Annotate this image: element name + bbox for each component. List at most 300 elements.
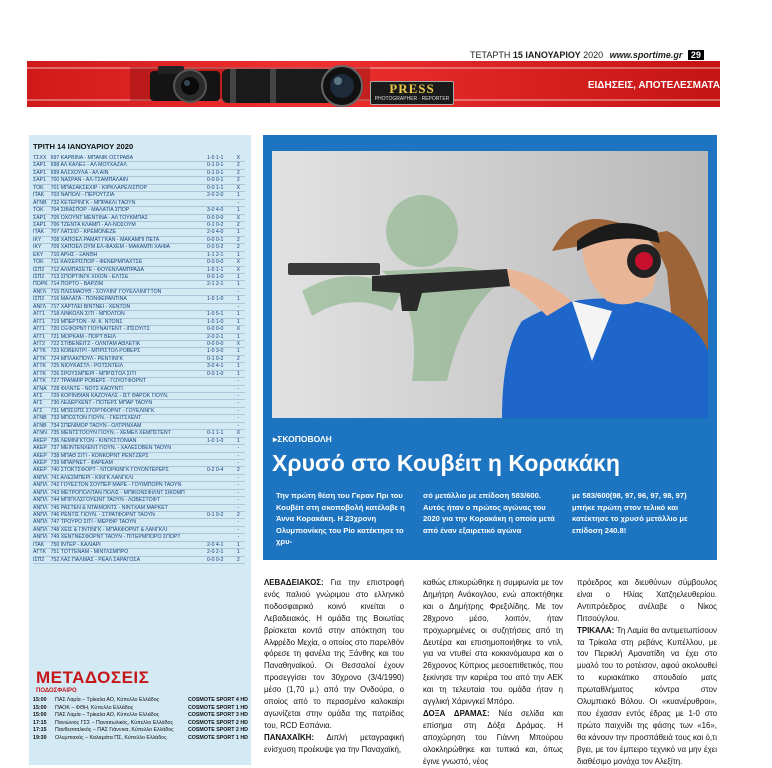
results-cell-score xyxy=(199,415,232,422)
results-row xyxy=(33,497,245,504)
results-cell-score: 1-0 1-0 xyxy=(199,296,232,303)
results-cell-score: 0-0 1-1 xyxy=(199,184,232,191)
results-cell-match: 729 ΚΟΡΙΝΘΙΑΝ ΚΑΖΟΥΑΛΣ - ΙΣΤ ΘΑΡΟΚ ΓΙΟΥΝ. xyxy=(51,393,199,400)
results-cell-code: ΑΚΕΡ xyxy=(33,467,51,474)
results-row xyxy=(33,422,245,429)
results-cell-code: ΣΑΡ1 xyxy=(33,221,51,228)
results-cell-res: 1 xyxy=(232,311,245,318)
transmission-cell-match: ΠΑΣ Λαμία – Τρίκαλα ΑΟ, Κύπελλο Ελλάδος xyxy=(55,712,160,718)
results-cell-res: 1 xyxy=(232,296,245,303)
results-cell-match: 746 ΡΕΝΤΙΣ ΓΙΟΥΝ. - ΣΤΡΑΤΦΟΡΝΤ ΤΑΟΥΝ xyxy=(51,512,199,519)
results-cell-res: - xyxy=(232,452,245,459)
results-cell-score xyxy=(199,407,232,414)
results-cell-match: 708 ΧΑΠΟΕΛ ΡΑΜΑΤ ΓΚΑΝ - ΜΑΚΑΜΠΙ ΠΕΤΑ xyxy=(51,236,199,243)
results-row xyxy=(33,326,245,333)
results-cell-match: 732 ΚΕΤΕΡΙΝΓΚ - ΜΠΡΑΚΛΙ ΤΑΟΥΝ xyxy=(51,199,199,206)
results-cell-res: 1 xyxy=(232,549,245,556)
results-row xyxy=(33,355,245,362)
results-cell-code: ΑΝΠΛ xyxy=(33,519,51,526)
results-cell-score: 2-0 2-1 xyxy=(199,549,232,556)
results-cell-res: 2 xyxy=(232,177,245,184)
results-cell-code: ΣΑΡ1 xyxy=(33,162,51,169)
press-badge-title: PRESS xyxy=(389,81,435,96)
results-cell-res: - xyxy=(232,445,245,452)
transmission-cell-time: 17:15 xyxy=(33,719,47,726)
page-number: 29 xyxy=(688,50,704,60)
results-row xyxy=(33,526,245,533)
results-cell-code: ΑΓΤΚ xyxy=(33,378,51,385)
shooter-photo xyxy=(272,151,708,418)
results-cell-res: 2 xyxy=(232,467,245,474)
results-cell-match: 751 ΤΟΤΤΕΝΑΜ - ΜΙΝΤΛΣΜΠΡΟ xyxy=(51,549,199,556)
results-cell-res: X xyxy=(232,266,245,273)
results-cell-res: X xyxy=(232,184,245,191)
results-row xyxy=(33,407,245,414)
results-cell-code: ΙΣΠ2 xyxy=(33,556,51,563)
results-cell-score: 0-0 0-0 xyxy=(199,259,232,266)
results-cell-match: 700 ΝΑΣΡΑΝ - ΑΛ-ΤΣΑΜΠΑΛΑΙΝ xyxy=(51,177,199,184)
results-cell-code: ΑΓΤΚ xyxy=(33,355,51,362)
results-cell-score: 0-0 1-0 xyxy=(199,274,232,281)
results-cell-score: 0-0 0-0 xyxy=(199,326,232,333)
results-cell-match: 738 ΜΠΑΘ ΣΙΤΙ - ΚΟΝΚΟΡΝΤ ΡΕΝΤΖΕΡΣ xyxy=(51,452,199,459)
transmission-cell-match: ΠΑΟΚ – ΦΘΗ, Κύπελλο Ελλάδος xyxy=(55,704,134,711)
results-cell-match: 709 ΧΑΠΟΕΛ ΟΥΜ ΕΛ-ΦΑΧΕΜ - ΜΑΚΑΜΠΙ ΧΑΙΦΑ xyxy=(51,244,199,251)
article-lead-col2: σό μετάλλιο με επίδοση 583/600. Αυτός ήταν ο πρώτος αγώνας του 2020 για την Κορακάκη η οποία μετά από έναν εξαιρετικό αγώνα xyxy=(423,491,555,535)
news-lead-levadeiakos: ΛΕΒΑΔΕΙΑΚΟΣ: xyxy=(264,578,324,587)
results-cell-code: ΑΚΕΡ xyxy=(33,459,51,466)
transmission-cell-time: 15:00 xyxy=(33,712,47,718)
transmissions-category: ΠΟΔΟΣΦΑΙΡΟ xyxy=(36,688,77,694)
results-cell-code: ΙΤΑΚ xyxy=(33,192,51,199)
results-cell-code: ΑΓΤΚ xyxy=(33,348,51,355)
results-cell-res: - xyxy=(232,393,245,400)
results-row xyxy=(33,512,245,519)
press-badge-sub: PHOTOGRAPHER · REPORTER xyxy=(374,96,450,102)
transmission-cell-match: Ολυμπιακός – Καλαμάτα ΠΣ, Κύπελλο Ελλάδος xyxy=(55,734,167,741)
results-cell-score xyxy=(199,422,232,429)
results-cell-match: 704 ΣΙΒΑΣΠΟΡ - ΜΑΛΑΤΙΑ ΣΠΟΡ xyxy=(51,207,199,214)
results-cell-score: 1-0 3-0 xyxy=(199,348,232,355)
results-cell-res: 1 xyxy=(232,348,245,355)
results-row xyxy=(33,556,245,563)
results-cell-code: ΤΟΚ xyxy=(33,259,51,266)
results-cell-match: 698 ΑΛ ΚΑΛΕΞ - ΑΛ ΜΟΥΧΑΖΑΛ xyxy=(51,162,199,169)
results-cell-match: 706 ΤΖΕΝΤΑ ΚΛΑΜΠ - ΑΛ-ΝΟΣΟΥΜ xyxy=(51,221,199,228)
transmission-row xyxy=(33,720,248,728)
news-text-doxa-cont: πρόεδρος και διευθύνων σύμβουλος είναι ο Ηλίας Χατζηελευθερίου. Αντιπρόεδρος ανέλαβε ο Νίκος Πιτσούγλου. xyxy=(577,578,717,623)
results-cell-code: ΑΓΣ xyxy=(33,407,51,414)
results-cell-code: ΠΟΡΚ xyxy=(33,281,51,288)
results-cell-res: 1 xyxy=(232,281,245,288)
results-cell-score xyxy=(199,519,232,526)
results-cell-match: 701 ΜΠΑΣΑΚΣΕΧΙΡ - ΚΙΡΚΛΑΡΕΛΙΣΠΟΡ xyxy=(51,184,199,191)
section-label: ΕΙΔΗΣΕΙΣ, ΑΠΟΤΕΛΕΣΜΑΤΑ xyxy=(587,80,720,91)
results-cell-match: 733 ΜΠΟΣΤΟΝ ΓΙΟΥΝ. - ΓΚΕΙΤΣΧΕΝΤ xyxy=(51,415,199,422)
results-cell-res: 2 xyxy=(232,169,245,176)
results-cell-match: 711 ΚΑΙΣΕΡΙΣΠΟΡ - ΦΕΝΕΡΜΠΑΧΤΣΕ xyxy=(51,259,199,266)
results-cell-res: 1 xyxy=(232,251,245,258)
results-cell-code: ΑΓΤΚ xyxy=(33,549,51,556)
results-row xyxy=(33,303,245,310)
results-cell-score: 0-0 1-0 xyxy=(199,370,232,377)
results-cell-code: ΑΝΠΛ xyxy=(33,512,51,519)
results-cell-score: 0-0 0-2 xyxy=(199,244,232,251)
results-row xyxy=(33,192,245,199)
results-row xyxy=(33,274,245,281)
results-cell-code: ΑΓΓ1 xyxy=(33,333,51,340)
results-cell-match: 731 ΜΠΙΣΟΠΣ ΣΤΟΡΤΦΟΡΝΤ - ΓΟΥΕΛΙΝΓΚ xyxy=(51,407,199,414)
results-row xyxy=(33,236,245,243)
results-cell-score: 0-0 0-1 xyxy=(199,236,232,243)
results-cell-code: ΑΝΓΛ xyxy=(33,303,51,310)
results-row xyxy=(33,266,245,273)
news-column-3 xyxy=(577,577,717,768)
results-cell-score: 0-1 1-1 xyxy=(199,430,232,437)
results-cell-res: 1 xyxy=(232,192,245,199)
results-cell-res: 1 xyxy=(232,333,245,340)
news-lead-trikala: ΤΡΙΚΑΛΑ: xyxy=(577,625,615,635)
results-cell-code: ΣΑΡ1 xyxy=(33,214,51,221)
results-row xyxy=(33,549,245,556)
results-row xyxy=(33,162,245,169)
results-cell-code: ΑΚΕΡ xyxy=(33,445,51,452)
results-row xyxy=(33,452,245,459)
results-title: ΤΡΙΤΗ 14 ΙΑΝΟΥΑΡΙΟΥ 2020 xyxy=(33,142,134,151)
results-cell-res: - xyxy=(232,526,245,533)
results-cell-code: ΑΓΝΒ xyxy=(33,422,51,429)
results-row xyxy=(33,288,245,295)
results-cell-match: 714 ΠΟΡΤΟ - ΒΑΡΖΙΜ xyxy=(51,281,199,288)
results-cell-score: 2-1 2-1 xyxy=(199,281,232,288)
results-cell-code: ΑΓΤΚ xyxy=(33,363,51,370)
results-cell-match: 721 ΜΟΡΚΑΜ - ΠΟΡΤ ΒΕΪΛ xyxy=(51,333,199,340)
results-cell-score xyxy=(199,482,232,489)
news-text-trikala: Τη Λαμία θα αντιμετωπίσουν τα Τρίκαλα στη ρεβάνς Κυπέλλου, με τον Περικλή Αμανατίδη να έχει στο μυαλό του το ροτέισον, αφού ακολουθεί το κυριακάτικο σπουδαίο ματς πρωταθλήματος κόντρα στον Ολυμπιακό Βόλου. Οι «κυανέρυθροι», που έχασαν εντός έδρας με 1-0 στο πρώτο παιχνίδι της φάσης των «16», θα κάνουν την προσπάθειά τους και ό,τι βγει, με τον έμπειρο τεχνικό να μην έχει διαθέσιμο μονάχα τον Αλεξίτη. xyxy=(577,625,717,766)
article-lead-col1: Την πρώτη θέση του Γκραν Πρι του Κουβέιτ στη σκοποβολή κατέλαβε η Άννα Κορακάκη. Η 23χρονη Ολυμπιονίκης του Ρίο κατέκτησε το χρυ- xyxy=(276,491,405,547)
results-cell-code: ΑΝΠΛ xyxy=(33,534,51,541)
news-text-panachaiki: Διπλή μεταγραφική ενίσχυση προέκυψε για την Παναχαϊκή, xyxy=(264,732,404,754)
results-cell-match: 750 ΙΝΤΕΡ - ΚΑΛΙΑΡΙ xyxy=(51,541,199,548)
results-cell-res: 1 xyxy=(232,207,245,214)
results-cell-code: ΣΑΡ1 xyxy=(33,177,51,184)
results-cell-score xyxy=(199,393,232,400)
transmission-cell-channel: COSMOTE SPORT 3 HD xyxy=(187,712,248,718)
results-cell-score: 1-0 1-0 xyxy=(199,437,232,444)
results-cell-code: ΑΝΠΛ xyxy=(33,489,51,496)
results-row xyxy=(33,370,245,377)
results-cell-res: 2 xyxy=(232,355,245,362)
results-row xyxy=(33,199,245,206)
results-cell-res: - xyxy=(232,400,245,407)
transmission-row xyxy=(33,697,248,705)
results-cell-code: ΑΝΠΛ xyxy=(33,504,51,511)
transmission-cell-match: ΠΑΣ Λαμία – Τρίκαλα ΑΟ, Κύπελλο Ελλάδος xyxy=(55,697,160,703)
results-cell-code: ΑΓΣ xyxy=(33,393,51,400)
results-cell-code: ΙΚΥ xyxy=(33,244,51,251)
results-cell-score: 0-1 0-2 xyxy=(199,512,232,519)
results-cell-score: 1-1 2-1 xyxy=(199,251,232,258)
header-date xyxy=(470,50,704,60)
results-cell-score: 0-0 0-2 xyxy=(199,556,232,563)
results-cell-match: 742 ΓΟΥΕΣΤΟΝ ΣΟΥΠΕΡ ΜΑΡΕ - ΓΟΥΙΜΠΟΡΝ ΤΑΟΥΝ xyxy=(51,482,199,489)
results-cell-code: ΑΓΤΚ xyxy=(33,370,51,377)
news-text-doxa: Νέα σελίδα και επίσημα στη Δόξα Δράμας. Η αποχώρηση του Γιάννη Μπούρου ολοκληρώθηκε και τυπικά και, όπως έγινε γνωστό, νέος xyxy=(423,708,563,766)
results-row xyxy=(33,474,245,481)
transmission-cell-match: Πανθεσσαλικός – ΠΑΣ Γιάννινα, Κύπελλο Ελλάδος xyxy=(55,727,174,733)
results-cell-match: 703 ΝΑΠΟΛΙ - ΠΕΡΟΥΤΖΙΑ xyxy=(51,192,199,199)
results-cell-res: X xyxy=(232,155,245,162)
results-cell-match: 740 ΣΤΟΚΤΣΦΟΡΤ - ΝΤΟΡΚΙΝΓΚ ΓΟΥΟΝΤΕΡΕΡΣ xyxy=(51,467,199,474)
results-row xyxy=(33,489,245,496)
results-cell-match: 712 ΑΛΜΠΑΣΕΤΕ - ΦΟΥΕΝΛΑΜΠΡΑΔΑ xyxy=(51,266,199,273)
results-cell-res: 1 xyxy=(232,370,245,377)
results-cell-score xyxy=(199,504,232,511)
results-cell-match: 697 ΚΑΡΒΙΝΑ - ΜΠΑΝΙΚ ΟΣΤΡΑΒΑ xyxy=(51,155,199,162)
results-cell-score: 0-1 0-1 xyxy=(199,162,232,169)
transmission-cell-channel: COSMOTE SPORT 2 HD xyxy=(187,727,248,733)
results-cell-score: 0-1 0-2 xyxy=(199,355,232,362)
news-text-panachaiki-cont: καθώς επικυρώθηκε η συμφωνία με τον Δημήτρη Ανάκογλου, ενώ αποκτήθηκε και ο Δημήτρης Φρεξιλίδης. Με τον 28χρονο μέσο, λοιπόν, ήταν προχωρημένες οι συζητήσεις από τη Δευτέρα και επισημοποιήθηκε το ντιλ, για να ντυθεί στα κοκκινόμαυρα και ο 26χρονος Κύπριος μεσοεπιθετικός, που ξεκίνησε την καριέρα του από την ΑΕΚ και τη τελευταία του ομάδα ήταν η αγγλική Χάρινγκεϊ Μπόρο. xyxy=(423,578,563,707)
results-row xyxy=(33,214,245,221)
results-row xyxy=(33,311,245,318)
results-row xyxy=(33,459,245,466)
results-row xyxy=(33,348,245,355)
results-cell-match: 752 ΛΑΣ ΠΑΛΜΑΣ - ΡΕΑΛ ΣΑΡΑΓΟΣΑ xyxy=(51,556,199,563)
results-cell-code: ΣΑΡ1 xyxy=(33,169,51,176)
results-cell-code: ΑΓΓ1 xyxy=(33,318,51,325)
results-cell-res: - xyxy=(232,288,245,295)
results-cell-match: 707 ΛΑΤΣΙΟ - ΚΡΕΜΟΝΕΖΕ xyxy=(51,229,199,236)
results-cell-score: 2-0 2-0 xyxy=(199,192,232,199)
results-row xyxy=(33,385,245,392)
results-cell-match: 735 ΜΕΝΤΣΤΟΟΥΝ ΓΙΟΥΝ. - ΧΕΜΕΛ ΧΕΜΠΣΤΕΝΤ xyxy=(51,430,199,437)
results-row xyxy=(33,534,245,541)
results-cell-res: 1 xyxy=(232,318,245,325)
results-cell-code: ΑΚΕΡ xyxy=(33,452,51,459)
date-num: 15 xyxy=(512,50,523,60)
results-cell-res: 2 xyxy=(232,236,245,243)
results-cell-match: 710 ΑΡΗΣ - ΞΑΝΘΗ xyxy=(51,251,199,258)
results-cell-res: - xyxy=(232,303,245,310)
transmission-cell-channel: COSMOTE SPORT 2 HD xyxy=(187,719,248,726)
results-row xyxy=(33,229,245,236)
results-row xyxy=(33,437,245,444)
results-cell-score xyxy=(199,474,232,481)
results-row xyxy=(33,221,245,228)
results-cell-match: 726 ΣΡΟΥΣΜΠΕΡΙ - ΜΠΡΙΣΤΟΛ ΣΙΤΙ xyxy=(51,370,199,377)
results-cell-res: X xyxy=(232,214,245,221)
transmission-row xyxy=(33,712,248,720)
results-cell-match: 749 ΧΕΝΤΝΕΣΦΟΡΝΤ ΤΑΟΥΝ - ΠΙΤΕΡΜΠΟΡΟ ΣΠΟΡΤ xyxy=(51,534,199,541)
results-row xyxy=(33,184,245,191)
results-cell-match: 741 ΑΛΕΣΜΠΕΡΙ - ΚΙΝΓΚ ΛΑΝΓΚΛΙ xyxy=(51,474,199,481)
results-cell-res: - xyxy=(232,459,245,466)
results-cell-code: ΑΝΠΛ xyxy=(33,497,51,504)
results-cell-score: 2-0 2-1 xyxy=(199,333,232,340)
results-cell-match: 716 ΜΑΛΑΓΑ - ΠΟΝΦΕΡΑΝΤΙΝΑ xyxy=(51,296,199,303)
results-row xyxy=(33,155,245,162)
results-cell-score xyxy=(199,378,232,385)
results-cell-code: ΑΝΓΛ xyxy=(33,288,51,295)
results-cell-score xyxy=(199,445,232,452)
results-cell-code: ΑΚΕΡ xyxy=(33,437,51,444)
results-cell-score: 0-2 0-4 xyxy=(199,467,232,474)
date-day: ΤΕΤΑΡΤΗ xyxy=(470,50,511,60)
results-cell-code: ΤΣΧΧ xyxy=(33,155,51,162)
results-cell-res: - xyxy=(232,407,245,414)
results-row xyxy=(33,259,245,266)
results-cell-match: 699 ΑΛΣΧΟΥΛΑ - ΑΛ ΑΙΝ xyxy=(51,169,199,176)
results-cell-code: ΙΤΑΚ xyxy=(33,229,51,236)
results-cell-score xyxy=(199,489,232,496)
results-cell-res: 1 xyxy=(232,541,245,548)
results-cell-match: 719 ΜΠΕΡΤΟΝ - Μ. Κ. ΝΤΟΝΣ xyxy=(51,318,199,325)
transmission-cell-time: 19:30 xyxy=(33,734,47,741)
results-row xyxy=(33,318,245,325)
news-column-2 xyxy=(423,577,563,768)
results-row xyxy=(33,504,245,511)
results-cell-score xyxy=(199,534,232,541)
results-cell-match: 728 ΦΙΛΝΤΕ - ΝΟΤΣ ΚΑΟΥΝΤΙ xyxy=(51,385,199,392)
article-headline: Χρυσό στο Κουβέιτ η Κορακάκη xyxy=(272,450,620,476)
results-cell-res: 1 xyxy=(232,363,245,370)
results-row xyxy=(33,482,245,489)
results-cell-code: ΑΓΓ2 xyxy=(33,340,51,347)
results-cell-res: X xyxy=(232,259,245,266)
results-cell-score: 0-0 0-1 xyxy=(199,177,232,184)
results-cell-match: 705 ΟΧΟΥΝΤ ΜΕΝΤΙΝΑ - ΑΛ ΤΟΥΚΜΠΑΣ xyxy=(51,214,199,221)
news-text-levadeiakos: Για την επιστροφή ενός παλιού γνώριμου στο ελληνικό ποδοσφαιρικό κοινό κινείται ο Λεβαδειακός. Η ομάδα της Βοιωτίας βρίσκεται κοντά στην απόκτηση του Αλφρέδο Μεχία, ο οποίος στο παρελθόν φόρεσε τη φανέλα της Ξάνθης και του Παναθηναϊκού. Οι Θεσσαλοί έχουν προσεγγίσει τον 30χρονο (3/4/1990) μέσο (1,70 μ.) από την Ονδούρα, ο οποίος από το περασμένο καλοκαίρι αγωνίζεται στην ομάδα της πατρίδας του, RCD Εσπάνια. xyxy=(264,578,404,730)
results-cell-match: 723 ΚΟΒΕΝΤΡΙ - ΜΠΡΙΣΤΟΛ ΡΟΒΕΡΣ xyxy=(51,348,199,355)
results-cell-res: 1 xyxy=(232,437,245,444)
article-kicker: ▸ΣΚΟΠΟΒΟΛΗ xyxy=(273,434,332,444)
results-cell-res: - xyxy=(232,519,245,526)
results-cell-match: 727 ΤΡΑΝΜΙΡ ΡΟΒΕΡΣ - ΓΟΥΟΤΦΟΡΝΤ xyxy=(51,378,199,385)
transmission-cell-channel: COSMOTE SPORT 1 HD xyxy=(187,704,248,711)
results-cell-code: ΕΚΥ xyxy=(33,251,51,258)
results-cell-code: ΑΓΝΒ xyxy=(33,199,51,206)
results-cell-score: 0-0 0-0 xyxy=(199,340,232,347)
results-cell-res: - xyxy=(232,504,245,511)
results-row xyxy=(33,400,245,407)
article-lead-col3: με 583/600(98, 97, 96, 97, 98, 97) μπήκε πρώτη στον τελικό και κατέκτησε το χρυσό μετάλλιο με επίδοση 240.8! xyxy=(572,491,688,535)
results-row xyxy=(33,177,245,184)
results-cell-score: 1-0 5-1 xyxy=(199,311,232,318)
results-cell-score xyxy=(199,288,232,295)
website-link[interactable]: www.sportime.gr xyxy=(609,50,683,60)
results-cell-match: 720 ΟΞΦΟΡΝΤ ΓΙΟΥΝΑΪΤΕΝΤ - ΙΠΣΟΥΙΤΣ xyxy=(51,326,199,333)
date-month: ΙΑΝΟΥΑΡΙΟΥ xyxy=(525,50,581,60)
results-row xyxy=(33,340,245,347)
results-row xyxy=(33,333,245,340)
transmission-cell-channel: COSMOTE SPORT 4 HD xyxy=(187,697,248,703)
results-cell-code: ΑΓΝΒ xyxy=(33,415,51,422)
transmission-cell-channel: COSMOTE SPORT 1 HD xyxy=(187,734,248,741)
results-cell-match: 715 ΠΛΙΣΜΑΟΥΘ - ΣΟΥΛΙΝΓ ΓΟΥΕΛΛΙΝΓΓΤΟΝ xyxy=(51,288,199,295)
results-cell-code: ΤΟΚ xyxy=(33,184,51,191)
results-cell-res: X xyxy=(232,340,245,347)
results-cell-res: 2 xyxy=(232,244,245,251)
results-cell-score: 1-0 1-1 xyxy=(199,155,232,162)
results-cell-match: 739 ΜΠΑΡΝΕΤ - ΦΑΡΕΑΜ xyxy=(51,459,199,466)
results-cell-code: ΑΓΝΝ xyxy=(33,430,51,437)
results-cell-code: ΤΟΚ xyxy=(33,207,51,214)
transmission-cell-time: 15:00 xyxy=(33,704,47,711)
results-row xyxy=(33,541,245,548)
results-cell-code: ΙΣΠ2 xyxy=(33,274,51,281)
news-column-1 xyxy=(264,577,404,756)
transmission-row xyxy=(33,705,248,713)
transmission-cell-time: 15:00 xyxy=(33,697,47,703)
results-row xyxy=(33,251,245,258)
results-cell-match: 748 ΧΕΪΣ & ΓΙΝΤΙΝΓΚ - ΜΠΑΚΦΟΡΝΤ & ΛΑΝΓΚΛΙ xyxy=(51,526,199,533)
results-cell-res: - xyxy=(232,415,245,422)
results-cell-match: 713 ΣΠΟΡΤΙΝΓΚ ΧΙΧΟΝ - ΕΛΤΣΕ xyxy=(51,274,199,281)
results-cell-score: 2-0 4-0 xyxy=(199,229,232,236)
results-cell-score xyxy=(199,497,232,504)
results-cell-score: 0-0 0-0 xyxy=(199,214,232,221)
results-cell-res: - xyxy=(232,482,245,489)
results-cell-score xyxy=(199,303,232,310)
results-row xyxy=(33,519,245,526)
results-cell-code: ΙΣΠ2 xyxy=(33,266,51,273)
results-cell-match: 736 ΛΕΜΙΝΓΚΤΟΝ - ΚΙΝΓΚΣΤΟΝΙΑΝ xyxy=(51,437,199,444)
results-cell-score: 0-1 0-1 xyxy=(199,169,232,176)
results-cell-code: ΙΣΠ2 xyxy=(33,296,51,303)
camera-lens-icon xyxy=(130,61,370,107)
results-cell-res: 1 xyxy=(232,229,245,236)
results-cell-res: 1 xyxy=(232,274,245,281)
results-cell-res: - xyxy=(232,378,245,385)
results-cell-score: 3-0 4-0 xyxy=(199,207,232,214)
results-row xyxy=(33,430,245,437)
results-cell-res: - xyxy=(232,422,245,429)
results-cell-res: 2 xyxy=(232,162,245,169)
results-cell-score xyxy=(199,385,232,392)
results-cell-res: 2 xyxy=(232,556,245,563)
results-cell-res: - xyxy=(232,199,245,206)
results-cell-code: ΙΤΑΚ xyxy=(33,541,51,548)
transmission-cell-match: Πανιώνιος ΓΣΣ – Παναιτωλικός, Κύπελλο Ελλάδος xyxy=(55,719,174,726)
results-cell-code: ΙΚΥ xyxy=(33,236,51,243)
results-row xyxy=(33,169,245,176)
results-cell-code: ΑΝΠΛ xyxy=(33,474,51,481)
press-badge xyxy=(370,81,454,105)
results-row xyxy=(33,415,245,422)
news-lead-panachaiki: ΠΑΝΑΧΑΪΚΗ: xyxy=(264,732,314,742)
transmission-cell-time: 17:15 xyxy=(33,727,47,733)
results-cell-match: 725 ΝΙΟΥΚΑΣΤΛ - ΡΟΤΣΝΤΕΪΛ xyxy=(51,363,199,370)
results-row xyxy=(33,467,245,474)
date-year: 2020 xyxy=(583,50,604,60)
results-cell-res: X xyxy=(232,326,245,333)
news-lead-doxa: ΔΟΞΑ ΔΡΑΜΑΣ: xyxy=(423,708,490,718)
results-row xyxy=(33,207,245,214)
results-cell-res: - xyxy=(232,497,245,504)
results-cell-code: ΑΓΣ xyxy=(33,400,51,407)
results-row xyxy=(33,393,245,400)
transmissions-table xyxy=(33,697,248,742)
results-cell-code: ΑΓΓ1 xyxy=(33,326,51,333)
results-cell-score xyxy=(199,199,232,206)
results-cell-res: - xyxy=(232,534,245,541)
results-cell-match: 718 ΛΙΝΚΟΛΝ ΣΙΤΙ - ΜΠΟΛΤΟΝ xyxy=(51,311,199,318)
results-row xyxy=(33,378,245,385)
transmission-row xyxy=(33,727,248,735)
results-cell-res: - xyxy=(232,474,245,481)
results-cell-code: ΑΝΠΛ xyxy=(33,482,51,489)
